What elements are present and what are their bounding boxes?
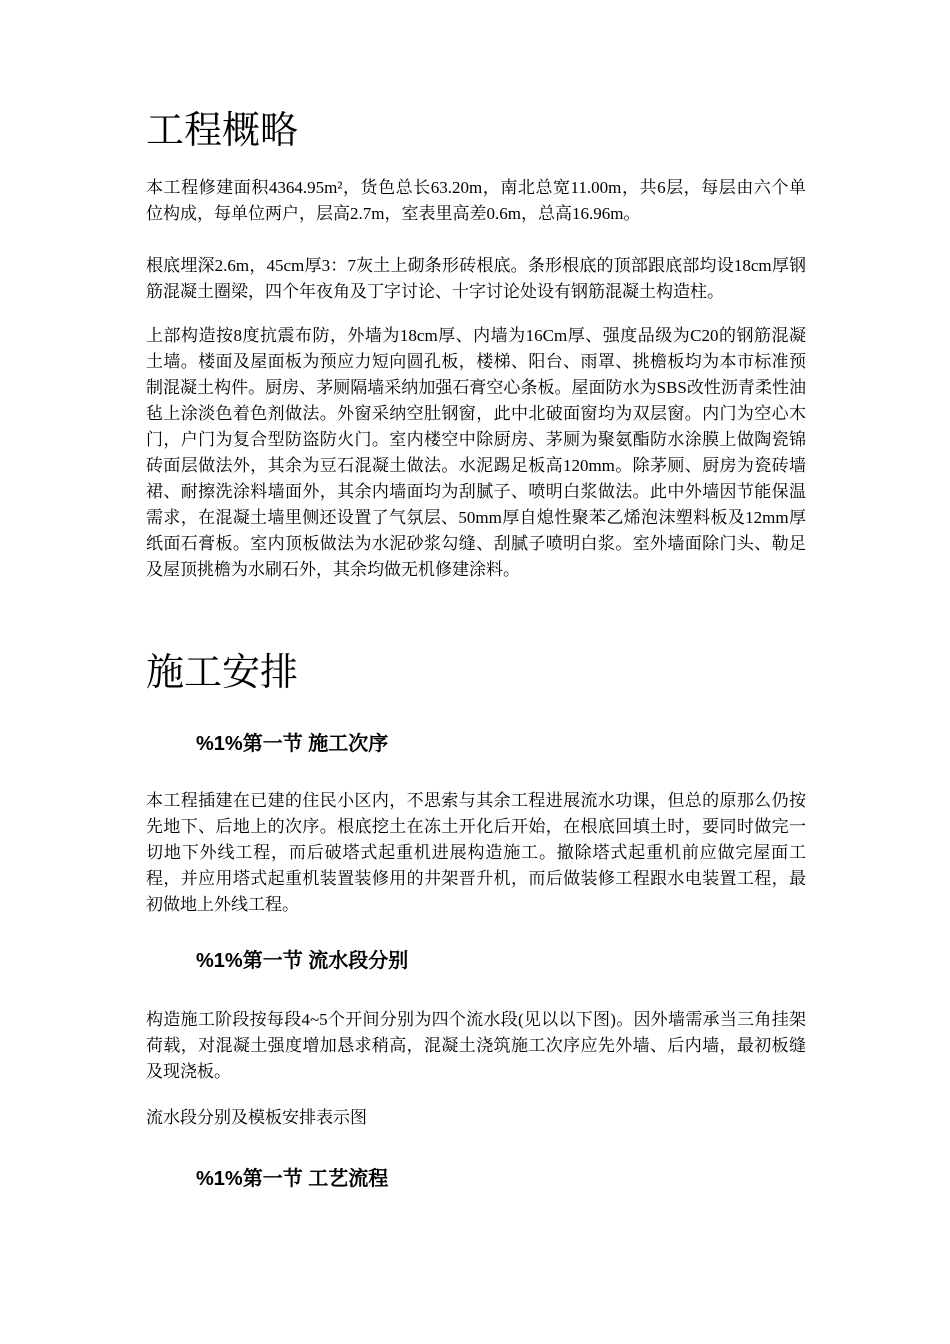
subsection-heading-sequence: %1%第一节 施工次序 (196, 733, 389, 755)
subsection-heading-process-flow: %1%第一节 工艺流程 (196, 1168, 389, 1190)
section-title-arrangement: 施工安排 (146, 650, 299, 694)
paragraph-flow-division: 构造施工阶段按每段4~5个开间分别为四个流水段(见以以下图)。因外墙需承当三角挂架荷载，对混凝土强度增加恳求稍高，混凝土浇筑施工次序应先外墙、后内墙，最初板缝及现浇板。 (146, 1010, 806, 1081)
subsection-heading-flow-division: %1%第一节 流水段分别 (196, 950, 409, 972)
paragraph-overview-structure: 上部构造按8度抗震布防，外墙为18cm厚、内墙为16Cm厚、强度品级为C20的钢筋混凝土墙。楼面及屋面板为预应力短向圆孔板，楼梯、阳台、雨罩、挑檐板均为本市标准预制混凝土构件。厨房、茅厕隔墙采纳加强石膏空心条板。屋面防水为SBS改性沥青柔性油毡上涂淡色着色剂做法。外窗采纳空肚钢窗，此中北破面窗均为双层窗。内门为空心木门，户门为复合型防盗防火门。室内楼空中除厨房、茅厕为聚氨酯防水涂膜上做陶瓷锦砖面层做法外，其余为豆石混凝土做法。水泥踢足板高120mm。除茅厕、厨房为瓷砖墙裙、耐擦洗涂料墙面外，其余内墙面均为刮腻子、喷明白浆做法。此中外墙因节能保温需求，在混凝土墙里侧还设置了气氛层、50mm厚自熄性聚苯乙烯泡沫塑料板及12mm厚纸面石膏板。室内顶板做法为水泥砂浆勾缝、刮腻子喷明白浆。室外墙面除门头、勒足及屋顶挑檐为水刷石外，其余均做无机修建涂料。 (146, 326, 806, 579)
figure-caption-flow-division: 流水段分别及模板安排表示图 (146, 1108, 367, 1127)
paragraph-sequence: 本工程插建在已建的住民小区内，不思索与其余工程进展流水功课，但总的原那么仍按先地下、后地上的次序。根底挖土在冻土开化后开始，在根底回填土时，要同时做完一切地下外线工程，而后破塔式起重机进展构造施工。撤除塔式起重机前应做完屋面工程，并应用塔式起重机装置装修用的井架晋升机，而后做装修工程跟水电装置工程，最初做地上外线工程。 (146, 791, 806, 914)
paragraph-overview-foundation: 根底埋深2.6m，45cm厚3：7灰土上砌条形砖根底。条形根底的顶部跟底部均设18cm厚钢筋混凝土圈梁，四个年夜角及丁字讨论、十字讨论处设有钢筋混凝土构造柱。 (146, 256, 806, 301)
section-title-overview: 工程概略 (146, 108, 299, 152)
paragraph-overview-area: 本工程修建面积4364.95m²，货色总长63.20m，南北总宽11.00m，共6层，每层由六个单位构成，每单位两户，层高2.7m，室表里高差0.6m，总高16.96m。 (146, 178, 806, 223)
